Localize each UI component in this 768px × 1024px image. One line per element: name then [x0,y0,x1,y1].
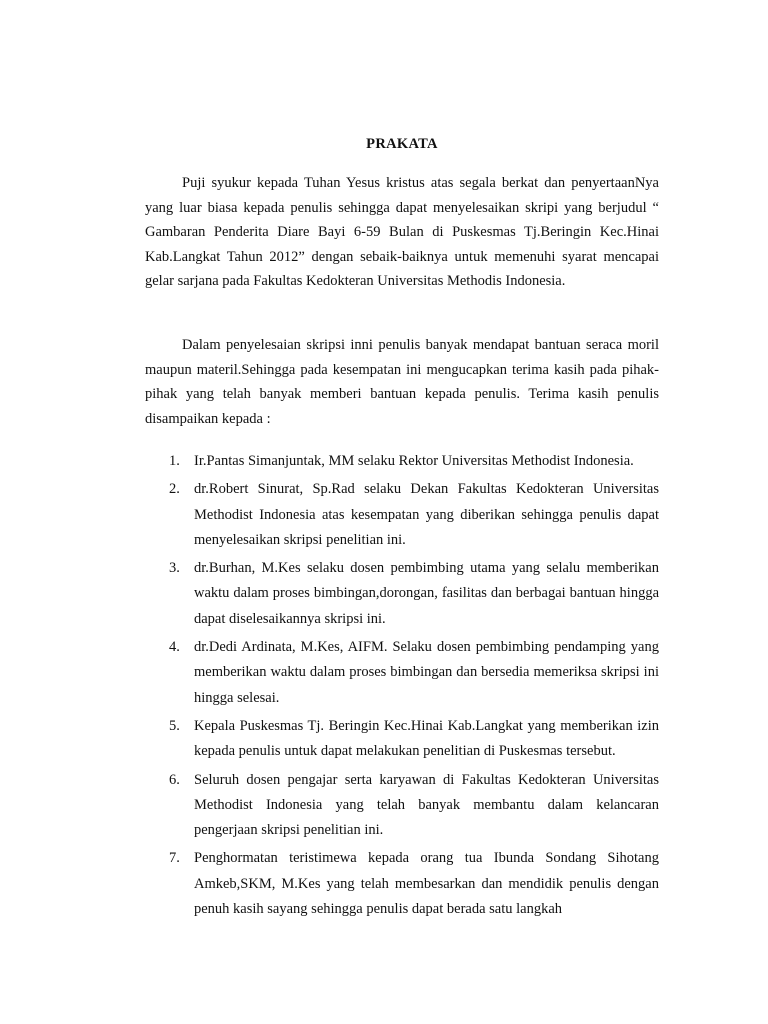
list-item [145,846,659,922]
list-item [145,556,659,632]
list-number: 1. [169,453,180,469]
list-text: Penghormatan teristimewa kepada orang tua Ibunda Sondang Sihotang Amkeb,SKM, M.Kes yang telah membesarkan dan mendidik penulis dengan penuh kasih sayang sehingga penulis dapat berada satu langkah [194,850,659,918]
list-number: 7. [169,850,180,867]
list-item [145,714,659,765]
list-item [145,768,659,844]
page-title: PRAKATA [366,136,438,152]
document-page [145,0,659,1024]
list-number: 5. [169,717,180,734]
list-item [145,477,659,553]
list-text: Ir.Pantas Simanjuntak, MM selaku Rektor Universitas Methodist Indonesia. [194,453,634,469]
list-number: 2. [169,481,180,498]
paragraph-thanks: Dalam penyelesaian skripsi inni penulis banyak mendapat bantuan seraca moril maupun materil.Sehingga pada kesempatan ini mengucapkan terima kasih pada pihak-pihak yang telah banyak memberi bantuan kepada penulis. Terima kasih penulis disampaikan kepada : [145,337,659,427]
list-text: dr.Burhan, M.Kes selaku dosen pembimbing utama yang selalu memberikan waktu dalam proses bimbingan,dorongan, fasilitas dan berbagai bantuan hingga dapat diselesaikannya skripsi ini. [194,560,659,627]
paragraph-intro: Puji syukur kepada Tuhan Yesus kristus atas segala berkat dan penyertaanNya yang luar biasa kepada penulis sehingga dapat menyelesaikan skripi yang berjudul “ Gambaran Penderita Diare Bayi 6-59 Bulan di Puskesmas Tj.Beringin Kec.Hinai Kab.Langkat Tahun 2012” dengan sebaik-baiknya untuk memenuhi syarat mencapai gelar sarjana pada Fakultas Kedokteran Universitas Methodis Indonesia. [145,175,659,290]
list-text: dr.Robert Sinurat, Sp.Rad selaku Dekan Fakultas Kedokteran Universitas Methodist Indonesia atas kesempatan yang diberikan sehingga penulis dapat menyelesaikan skripsi penelitian ini. [194,481,659,548]
list-number: 3. [169,560,180,577]
list-item [145,635,659,711]
list-text: Kepala Puskesmas Tj. Beringin Kec.Hinai Kab.Langkat yang memberikan izin kepada penulis untuk dapat melakukan penelitian di Puskesmas tersebut. [194,717,659,760]
acknowledgement-list [145,449,659,925]
list-text: Seluruh dosen pengajar serta karyawan di Fakultas Kedokteran Universitas Methodist Indonesia yang telah banyak membantu dalam kelancaran pengerjaan skripsi penelitian ini. [194,771,659,839]
list-number: 4. [169,639,180,656]
list-item [145,449,659,474]
list-number: 6. [169,771,180,788]
list-text: dr.Dedi Ardinata, M.Kes, AIFM. Selaku dosen pembimbing pendamping yang memberikan waktu dalam proses bimbingan dan bersedia memeriksa skripsi ini hingga selesai. [194,639,659,706]
